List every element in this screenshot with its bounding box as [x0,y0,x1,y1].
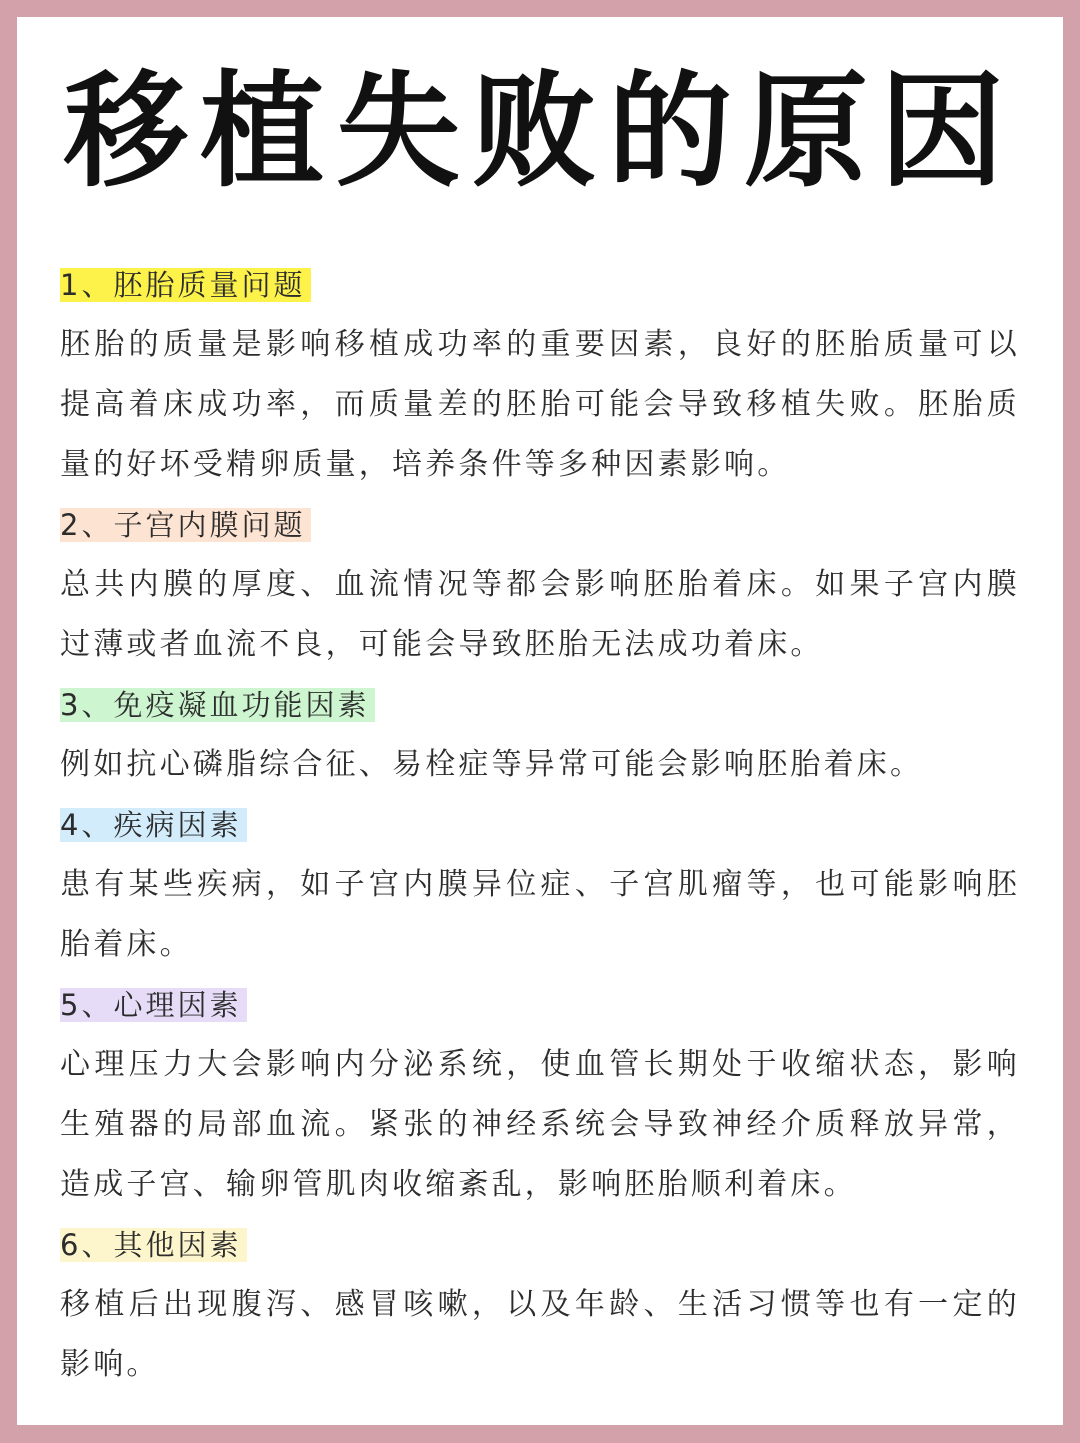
section-heading-row [60,795,1020,855]
section-heading: 1、胚胎质量问题 [60,268,311,302]
section-heading-row [60,975,1020,1035]
section-heading: 3、免疫凝血功能因素 [60,688,375,722]
section-heading: 4、疾病因素 [60,808,247,842]
section-heading-row [60,1215,1020,1275]
section-text: 总共内膜的厚度、血流情况等都会影响胚胎着床。如果子宫内膜过薄或者血流不良，可能会导致胚胎无法成功着床。 [60,567,1020,662]
page-title: 移植失败的原因 [63,60,1016,204]
section-text: 心理压力大会影响内分泌系统，使血管长期处于收缩状态，影响生殖器的局部血流。紧张的神经系统会导致神经介质释放异常，造成子宫、输卵管肌肉收缩紊乱，影响胚胎顺利着床。 [60,1047,1020,1202]
section-heading-row [60,675,1020,735]
section-text: 移植后出现腹泻、感冒咳嗽，以及年龄、生活习惯等也有一定的影响。 [60,1287,1020,1382]
section-text: 患有某些疾病，如子宫内膜异位症、子宫肌瘤等，也可能影响胚胎着床。 [60,867,1020,962]
section-text: 胚胎的质量是影响移植成功率的重要因素，良好的胚胎质量可以提高着床成功率，而质量差的胚胎可能会导致移植失败。胚胎质量的好坏受精卵质量，培养条件等多种因素影响。 [60,327,1020,482]
section-disease [60,795,1020,975]
article-body [60,255,1020,1395]
content-card [17,17,1063,1425]
section-endometrium [60,495,1020,675]
section-heading: 2、子宫内膜问题 [60,508,311,542]
section-embryo-quality [60,255,1020,495]
section-heading: 5、心理因素 [60,988,247,1022]
section-other [60,1215,1020,1395]
section-text: 例如抗心磷脂综合征、易栓症等异常可能会影响胚胎着床。 [60,747,924,782]
section-heading: 6、其他因素 [60,1228,247,1262]
section-heading-row [60,495,1020,555]
section-heading-row [60,255,1020,315]
section-psychological [60,975,1020,1215]
section-immune-coagulation [60,675,1020,795]
